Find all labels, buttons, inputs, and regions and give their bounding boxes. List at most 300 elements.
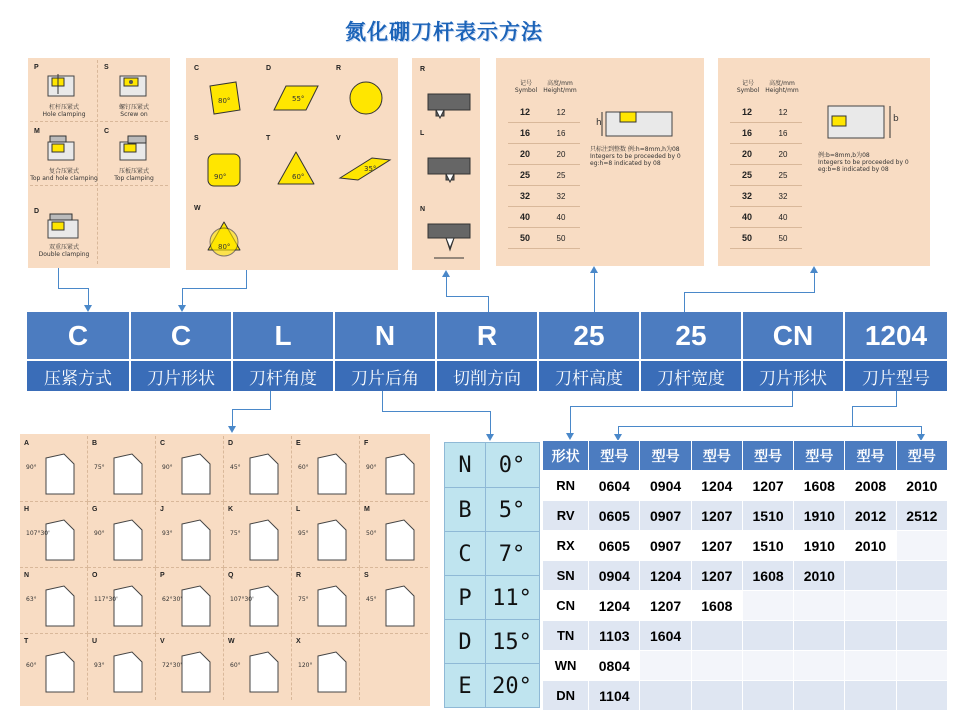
angle-code: D — [228, 440, 234, 447]
tool-holder-icon — [108, 582, 148, 628]
table-cell: 1608 — [742, 561, 793, 591]
table-cell — [691, 681, 742, 711]
shape-item: S 90° — [186, 128, 256, 194]
table-row — [730, 144, 802, 165]
value-cell: 12 — [556, 107, 566, 117]
holder-angle-item — [224, 568, 292, 634]
arrow-icon — [178, 305, 186, 312]
table-cell: 0804 — [589, 651, 640, 681]
combined-clamp-icon — [44, 134, 80, 164]
angle-value: 93° — [94, 662, 105, 669]
width-table — [730, 102, 802, 249]
tool-holder-icon — [176, 450, 216, 496]
symbol-cell: 40 — [519, 212, 530, 222]
holder-angle-item — [292, 436, 360, 502]
symbol-cell: 16 — [741, 128, 752, 138]
value-cell: 20 — [778, 149, 788, 159]
shape-item: C 80° — [186, 58, 256, 124]
holder-angle-panel — [20, 434, 430, 706]
code-label: 刀片形状 — [743, 361, 845, 391]
table-cell: 2010 — [845, 531, 896, 561]
value-cell: 40 — [556, 212, 566, 222]
table-cell: RV — [543, 501, 589, 531]
trigon-insert-icon — [204, 220, 244, 260]
table-row — [543, 501, 948, 531]
table-cell: 0904 — [640, 471, 691, 501]
connector-line — [182, 288, 247, 289]
relief-row: B 5° — [445, 487, 539, 532]
symbol-cell: 25 — [519, 170, 530, 180]
angle-value: 60° — [26, 662, 37, 669]
code-label: 刀杆高度 — [539, 361, 641, 391]
table-cell: 1104 — [589, 681, 640, 711]
code-label: 刀片后角 — [335, 361, 437, 391]
angle-value: 107°30' — [230, 596, 254, 603]
tool-holder-icon — [244, 450, 284, 496]
symbol-cell: 12 — [519, 107, 530, 117]
column-header: 型号 — [742, 441, 793, 471]
table-cell: 2008 — [845, 471, 896, 501]
table-cell: 1910 — [794, 501, 845, 531]
holder-angle-item — [292, 502, 360, 568]
value-cell: 25 — [778, 170, 788, 180]
tool-holder-icon — [40, 582, 80, 628]
table-cell: 1608 — [794, 471, 845, 501]
holder-angle-item — [20, 568, 88, 634]
tool-holder-icon — [176, 516, 216, 562]
connector-line — [446, 276, 447, 296]
code-letter: 25 — [641, 312, 743, 359]
table-cell — [896, 651, 947, 681]
symbol-cell: 50 — [519, 233, 530, 243]
code-letter: C — [131, 312, 233, 359]
table-row — [508, 186, 580, 207]
table-cell — [845, 621, 896, 651]
connector-line — [594, 272, 595, 312]
connector-line — [182, 288, 183, 306]
angle-value: 62°30' — [162, 596, 182, 603]
table-cell — [742, 591, 793, 621]
value-cell: 50 — [556, 233, 566, 243]
angle-code: F — [364, 440, 369, 447]
holder-angle-item — [20, 634, 88, 700]
value-cell: 16 — [556, 128, 566, 138]
table-cell: 0907 — [640, 501, 691, 531]
table-cell: 2010 — [794, 561, 845, 591]
table-cell — [896, 621, 947, 651]
angle-value: 90° — [26, 464, 37, 471]
symbol-cell: 25 — [741, 170, 752, 180]
table-cell: 2512 — [896, 501, 947, 531]
table-cell: 2010 — [896, 471, 947, 501]
tool-holder-icon — [40, 450, 80, 496]
connector-line — [852, 406, 853, 426]
connector-line — [88, 288, 89, 306]
holder-angle-item — [156, 568, 224, 634]
symbol-cell: 50 — [741, 233, 752, 243]
tool-holder-icon — [312, 450, 352, 496]
table-row — [543, 471, 948, 501]
angle-value: 75° — [94, 464, 105, 471]
table-cell: 0605 — [589, 501, 640, 531]
insert-shape-panel — [186, 58, 398, 270]
column-header: 形状 — [543, 441, 589, 471]
column-header: 型号 — [691, 441, 742, 471]
table-cell: 0605 — [589, 531, 640, 561]
symbol-cell: 16 — [519, 128, 530, 138]
tool-holder-icon — [40, 648, 80, 694]
triangle-insert-icon — [276, 150, 316, 188]
table-cell — [845, 681, 896, 711]
table-cell — [691, 651, 742, 681]
arrow-icon — [486, 434, 494, 441]
symbol-cell: 32 — [519, 191, 530, 201]
tool-holder-icon — [380, 582, 420, 628]
code-letter: 25 — [539, 312, 641, 359]
angle-code: K — [228, 506, 234, 513]
table-cell — [896, 681, 947, 711]
angle-value: 90° — [366, 464, 377, 471]
screw-clamp-icon — [116, 70, 152, 100]
table-row — [730, 186, 802, 207]
code-label: 压紧方式 — [27, 361, 131, 391]
column-header: 型号 — [794, 441, 845, 471]
table-cell — [896, 561, 947, 591]
connector-line — [58, 288, 88, 289]
tool-holder-icon — [176, 582, 216, 628]
table-cell — [742, 621, 793, 651]
tool-holder-icon — [108, 648, 148, 694]
table-cell: 1204 — [640, 561, 691, 591]
angle-value: 107°30' — [26, 530, 50, 537]
code-label: 刀片型号 — [862, 368, 930, 389]
angle-value: 60° — [298, 464, 309, 471]
angle-code: T — [24, 638, 29, 645]
tool-holder-icon — [380, 450, 420, 496]
value-cell: 12 — [778, 107, 788, 117]
relief-row: E 20° — [445, 663, 539, 708]
table-cell: 1604 — [640, 621, 691, 651]
tool-holder-icon — [40, 516, 80, 562]
holder-angle-item — [360, 568, 428, 634]
shape-item: V 35° — [328, 128, 398, 194]
clamping-item: M 复合压紧式 Top and hole clamping — [30, 124, 98, 186]
code-label: 刀片形状 — [131, 361, 233, 391]
table-cell — [845, 651, 896, 681]
table-row — [543, 591, 948, 621]
tool-holder-icon — [176, 648, 216, 694]
right-hand-tool-icon — [424, 80, 474, 120]
relief-row: D 15° — [445, 619, 539, 664]
connector-line — [382, 411, 490, 412]
connector-line — [684, 292, 685, 312]
code-letter: C — [27, 312, 131, 359]
tool-holder-icon — [312, 516, 352, 562]
connector-line — [490, 411, 491, 435]
tool-holder-icon — [312, 648, 352, 694]
table-cell — [794, 681, 845, 711]
tool-holder-icon — [312, 582, 352, 628]
insert-size-table — [542, 440, 948, 711]
holder-angle-item — [20, 436, 88, 502]
angle-code: R — [296, 572, 302, 579]
connector-line — [382, 391, 383, 411]
holder-angle-item — [292, 568, 360, 634]
angle-code: O — [92, 572, 98, 579]
angle-code: G — [92, 506, 98, 513]
square-insert-icon — [206, 152, 242, 188]
table-cell: TN — [543, 621, 589, 651]
angle-code: W — [228, 638, 235, 645]
angle-value: 60° — [230, 662, 241, 669]
value-cell: 16 — [778, 128, 788, 138]
connector-line — [792, 391, 793, 406]
connector-line — [488, 296, 489, 312]
table-cell: 1207 — [742, 471, 793, 501]
table-row — [730, 165, 802, 186]
angle-value: 75° — [230, 530, 241, 537]
tool-holder-icon — [380, 516, 420, 562]
connector-line — [446, 296, 488, 297]
angle-code: Q — [228, 572, 234, 579]
height-panel: 记号 Symbol 高度/mm Height/mm 12 12 16 16 20 20 25 25 32 32 40 40 50 50 h 只标注到整数 例:h=8mm,h为08 Integers to be proceeded by 0 eg:h=8 indicated by 08 — [496, 58, 704, 266]
table-cell — [742, 681, 793, 711]
round-insert-icon — [348, 80, 384, 116]
table-row — [543, 651, 948, 681]
table-cell: RX — [543, 531, 589, 561]
table-row — [508, 228, 580, 249]
table-cell: 0907 — [640, 531, 691, 561]
connector-line — [852, 406, 897, 407]
table-cell: 0904 — [589, 561, 640, 591]
table-row — [508, 123, 580, 144]
holder-angle-item — [156, 634, 224, 700]
table-row — [543, 681, 948, 711]
code-letter: 1204 — [864, 319, 928, 351]
shape-item: W 80° — [186, 198, 256, 266]
table-cell: 1207 — [691, 501, 742, 531]
double-clamp-icon — [44, 212, 84, 242]
page-title: 氮化硼刀杆表示方法 — [345, 21, 543, 44]
relief-row: C 7° — [445, 531, 539, 576]
table-cell: 1207 — [691, 561, 742, 591]
table-cell: DN — [543, 681, 589, 711]
table-cell — [845, 561, 896, 591]
holder-height-icon — [596, 98, 676, 146]
table-cell — [794, 621, 845, 651]
connector-line — [618, 426, 922, 427]
symbol-cell: 20 — [519, 149, 530, 159]
column-header: 型号 — [845, 441, 896, 471]
shape-item: D 55° — [258, 58, 328, 124]
tool-holder-icon — [244, 516, 284, 562]
angle-code: C — [160, 440, 166, 447]
angle-value: 45° — [366, 596, 377, 603]
table-cell — [794, 651, 845, 681]
table-row — [730, 207, 802, 228]
table-cell: 1204 — [589, 591, 640, 621]
code-letter: R — [437, 312, 539, 359]
table-cell: 2012 — [845, 501, 896, 531]
table-cell: 0604 — [589, 471, 640, 501]
angle-code: E — [296, 440, 301, 447]
table-row — [730, 228, 802, 249]
angle-value: 117°30' — [94, 596, 118, 603]
symbol-cell: 40 — [741, 212, 752, 222]
value-cell: 20 — [556, 149, 566, 159]
relief-row: N 0° — [458, 452, 526, 478]
holder-angle-item — [224, 634, 292, 700]
angle-value: 75° — [298, 596, 309, 603]
angle-code: J — [160, 506, 164, 513]
tool-holder-icon — [244, 582, 284, 628]
table-cell — [691, 621, 742, 651]
table-cell — [896, 531, 947, 561]
angle-code: A — [24, 440, 30, 447]
clamping-panel — [28, 58, 170, 268]
holder-angle-item — [88, 568, 156, 634]
table-cell: 1207 — [691, 531, 742, 561]
holder-angle-item — [88, 634, 156, 700]
holder-angle-item — [224, 502, 292, 568]
table-cell: 1510 — [742, 531, 793, 561]
connector-line — [684, 292, 815, 293]
symbol-cell: 20 — [741, 149, 752, 159]
height-table — [508, 102, 580, 249]
code-label: 刀杆宽度 — [641, 361, 743, 391]
angle-code: H — [24, 506, 30, 513]
table-cell: CN — [543, 591, 589, 621]
clamping-item: P 杠杆压紧式 Hole clamping — [30, 60, 98, 122]
symbol-cell: 12 — [741, 107, 752, 117]
table-cell — [794, 591, 845, 621]
holder-angle-item — [224, 436, 292, 502]
angle-code: X — [296, 638, 301, 645]
angle-code: P — [160, 572, 165, 579]
symbol-cell: 32 — [741, 191, 752, 201]
column-header: 型号 — [640, 441, 691, 471]
table-row — [543, 531, 948, 561]
table-cell — [742, 651, 793, 681]
width-panel: 记号 Symbol 高度/mm Height/mm 12 12 16 16 20 20 25 25 32 32 40 40 50 50 b 例:b=8mm,b为08 Integers to be proceeded by 0 eg:b=8 indicated by 08 — [718, 58, 930, 266]
relief-angle-table — [444, 442, 540, 708]
table-cell — [845, 591, 896, 621]
angle-value: 120° — [298, 662, 313, 669]
value-cell: 32 — [556, 191, 566, 201]
connector-line — [896, 391, 897, 406]
arrow-icon — [84, 305, 92, 312]
table-cell: 1103 — [589, 621, 640, 651]
clamping-item: D 双重压紧式 Double clamping — [30, 188, 98, 264]
tool-holder-icon — [108, 450, 148, 496]
arrow-icon — [228, 426, 236, 433]
angle-code: U — [92, 638, 98, 645]
connector-line — [246, 270, 247, 288]
angle-code: M — [364, 506, 370, 513]
holder-angle-item — [360, 502, 428, 568]
table-cell: 1910 — [794, 531, 845, 561]
code-letter: L — [233, 312, 335, 359]
holder-angle-item — [88, 436, 156, 502]
clamping-item: C 压板压紧式 Top clamping — [100, 124, 168, 186]
value-cell: 32 — [778, 191, 788, 201]
table-cell: RN — [543, 471, 589, 501]
clamping-item: S 螺钉压紧式 Screw on — [100, 60, 168, 122]
code-letter: N — [335, 312, 437, 359]
value-cell: 25 — [556, 170, 566, 180]
connector-line — [58, 268, 59, 288]
code-label: 切削方向 — [437, 361, 539, 391]
neutral-tool-icon — [424, 218, 474, 264]
angle-value: 95° — [298, 530, 309, 537]
connector-line — [814, 272, 815, 292]
lever-clamp-icon — [44, 70, 80, 100]
table-cell — [896, 591, 947, 621]
table-cell: WN — [543, 651, 589, 681]
column-header: 型号 — [589, 441, 640, 471]
angle-value: 93° — [162, 530, 173, 537]
angle-code: B — [92, 440, 98, 447]
holder-angle-item — [88, 502, 156, 568]
holder-width-icon — [818, 98, 904, 146]
value-cell: 40 — [778, 212, 788, 222]
angle-value: 50° — [366, 530, 377, 537]
value-cell: 50 — [778, 233, 788, 243]
angle-value: 90° — [94, 530, 105, 537]
table-cell: 1608 — [691, 591, 742, 621]
left-hand-tool-icon — [424, 148, 474, 188]
angle-code: N — [24, 572, 30, 579]
angle-code: S — [364, 572, 369, 579]
column-header: 型号 — [896, 441, 947, 471]
arrow-icon — [566, 433, 574, 440]
holder-angle-item — [292, 634, 360, 700]
holder-angle-item — [156, 502, 224, 568]
tool-holder-icon — [244, 648, 284, 694]
angle-value: 45° — [230, 464, 241, 471]
table-row — [543, 561, 948, 591]
table-cell — [640, 651, 691, 681]
table-row — [508, 144, 580, 165]
table-row — [543, 621, 948, 651]
cutting-direction-panel: R L N — [412, 58, 480, 270]
relief-row: P 11° — [445, 575, 539, 620]
angle-code: V — [160, 638, 165, 645]
top-clamp-icon — [116, 134, 152, 164]
connector-line — [570, 406, 571, 434]
connector-line — [232, 409, 271, 410]
table-cell: 1207 — [640, 591, 691, 621]
table-cell — [640, 681, 691, 711]
table-row — [730, 123, 802, 144]
holder-angle-item — [20, 502, 88, 568]
connector-line — [270, 391, 271, 409]
code-label: 刀杆角度 — [233, 361, 335, 391]
table-cell: 1204 — [691, 471, 742, 501]
table-cell: SN — [543, 561, 589, 591]
angle-value: 63° — [26, 596, 37, 603]
connector-line — [570, 406, 793, 407]
shape-item: R — [328, 58, 398, 124]
connector-line — [232, 409, 233, 427]
shape-item: T 60° — [258, 128, 328, 194]
angle-value: 72°30' — [162, 662, 182, 669]
holder-angle-item — [360, 436, 428, 502]
angle-value: 90° — [162, 464, 173, 471]
angle-code: L — [296, 506, 301, 513]
table-row — [508, 207, 580, 228]
table-row — [508, 165, 580, 186]
